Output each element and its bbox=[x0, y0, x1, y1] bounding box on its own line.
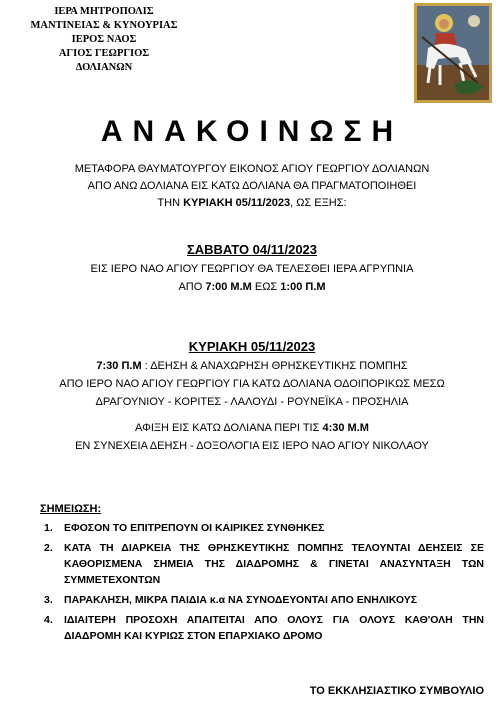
intro-line-2: ΑΠΟ ΑΝΩ ΔΟΛΙΑΝΑ ΕΙΣ ΚΑΤΩ ΔΟΛΙΑΝΑ ΘΑ ΠΡΑΓΜΑΤΟΠΟΙΗΘΕΙ bbox=[87, 180, 417, 192]
saturday-line-1: ΕΙΣ ΙΕΡΟ ΝΑΟ ΑΓΙΟΥ ΓΕΩΡΓΙΟΥ ΘΑ ΤΕΛΕΣΘΕΙ ΙΕΡΑ ΑΓΡΥΠΝΙΑ bbox=[90, 263, 414, 275]
intro-line-3: ΤΗΝ ΚΥΡΙΑΚΗ 05/11/2023, ΩΣ ΕΞΗΣ: bbox=[157, 197, 347, 209]
saturday-line-2: ΑΠΟ 7:00 Μ.Μ ΕΩΣ 1:00 Π.Μ bbox=[178, 281, 326, 293]
sunday-line-1: 7:30 Π.Μ : ΔΕΗΣΗ & ΑΝΑΧΩΡΗΣΗ ΘΡΗΣΚΕΥΤΙΚΗΣ ΠΟΜΠΗΣ bbox=[96, 360, 408, 372]
note-item: 2. ΚΑΤΑ ΤΗ ΔΙΑΡΚΕΙΑ ΤΗΣ ΘΡΗΣΚΕΥΤΙΚΗΣ ΠΟΜΠΗΣ ΤΕΛΟΥΝΤΑΙ ΔΕΗΣΕΙΣ ΣΕ ΚΑΘΟΡΙΣΜΕΝΑ ΣΗΜΕΙΑ ΤΗΣ ΔΙΑΔΡΟΜΗΣ & ΓΙΝΕΤΑΙ ΑΝΑΣΥΝΤΑΞΗ ΤΩΝ ΣΥΜΜΕΤΕΧΟΝΤΩΝ bbox=[44, 542, 484, 586]
sunday-line-5: ΕΝ ΣΥΝΕΧΕΙΑ ΔΕΗΣΗ - ΔΟΞΟΛΟΓΙΑ ΕΙΣ ΙΕΡΟ ΝΑΟ ΑΓΙΟΥ ΝΙΚΟΛΑΟΥ bbox=[75, 440, 429, 452]
header-line-2: ΜΑΝΤΙΝΕΙΑΣ & ΚΥΝΟΥΡΙΑΣ bbox=[30, 20, 178, 31]
notes-heading: ΣΗΜΕΙΩΣΗ: bbox=[40, 503, 102, 515]
note-item: 4. ΙΔΙΑΙΤΕΡΗ ΠΡΟΣΟΧΗ ΑΠΑΙΤΕΙΤΑΙ ΑΠΟ ΟΛΟΥΣ ΓΙΑ ΟΛΟΥΣ ΚΑΘ'ΟΛΗ ΤΗΝ ΔΙΑΔΡΟΜΗ ΚΑΙ ΚΥΡΙΩΣ ΣΤΟΝ ΕΠΑΡΧΙΑΚΟ ΔΡΟΜΟ bbox=[44, 614, 484, 642]
saturday-section bbox=[0, 240, 504, 296]
signature: ΤΟ ΕΚΚΛΗΣΙΑΣΤΙΚΟ ΣΥΜΒΟΥΛΙΟ bbox=[309, 685, 484, 697]
saturday-heading: ΣΑΒΒΑΤΟ 04/11/2023 bbox=[186, 242, 318, 257]
sunday-line-3: ΔΡΑΓΟΥΝΙΟΥ - ΚΟΡΙΤΕΣ - ΛΑΛΟΥΔΙ - ΡΟΥΝΕΪΚΑ - ΠΡΟΣΗΛΙΑ bbox=[95, 396, 409, 408]
announcement-title: ΑΝΑΚΟΙΝΩΣΗ bbox=[100, 115, 404, 148]
church-header bbox=[20, 5, 188, 75]
header-line-5: ΔΟΛΙΑΝΩΝ bbox=[75, 62, 133, 73]
note-item: 1. ΕΦΟΣΟΝ ΤΟ ΕΠΙΤΡΕΠΟΥΝ ΟΙ ΚΑΙΡΙΚΕΣ ΣΥΝΘΗΚΕΣ bbox=[44, 522, 325, 534]
header-line-3: ΙΕΡΟΣ ΝΑΟΣ bbox=[71, 34, 137, 45]
note-item: 3. ΠΑΡΑΚΛΗΣΗ, ΜΙΚΡΑ ΠΑΙΔΙΑ κ.α ΝΑ ΣΥΝΟΔΕΥΟΝΤΑΙ ΑΠΟ ΕΝΗΛΙΚΟΥΣ bbox=[44, 594, 418, 606]
notes-list bbox=[36, 520, 484, 648]
intro-text bbox=[0, 161, 504, 212]
intro-line-1: ΜΕΤΑΦΟΡΑ ΘΑΥΜΑΤΟΥΡΓΟΥ ΕΙΚΟΝΟΣ ΑΓΙΟΥ ΓΕΩΡΓΙΟΥ ΔΟΛΙΑΝΩΝ bbox=[74, 163, 430, 175]
header-line-4: ΑΓΙΟΣ ΓΕΩΡΓΙΟΣ bbox=[58, 48, 150, 59]
sunday-heading: ΚΥΡΙΑΚΗ 05/11/2023 bbox=[188, 339, 316, 354]
header-line-1: ΙΕΡΑ ΜΗΤΡΟΠΟΛΙΣ bbox=[54, 6, 154, 17]
sunday-line-2: ΑΠΟ ΙΕΡΟ ΝΑΟ ΑΓΙΟΥ ΓΕΩΡΓΙΟΥ ΓΙΑ ΚΑΤΩ ΔΟΛΙΑΝΑ ΟΔΟΙΠΟΡΙΚΩΣ ΜΕΣΩ bbox=[59, 378, 445, 390]
saint-george-icon bbox=[414, 3, 492, 103]
sunday-section bbox=[0, 337, 504, 455]
sunday-line-4: ΑΦΙΞΗ ΕΙΣ ΚΑΤΩ ΔΟΛΙΑΝΑ ΠΕΡΙ ΤΙΣ 4:30 Μ.Μ bbox=[135, 422, 369, 434]
